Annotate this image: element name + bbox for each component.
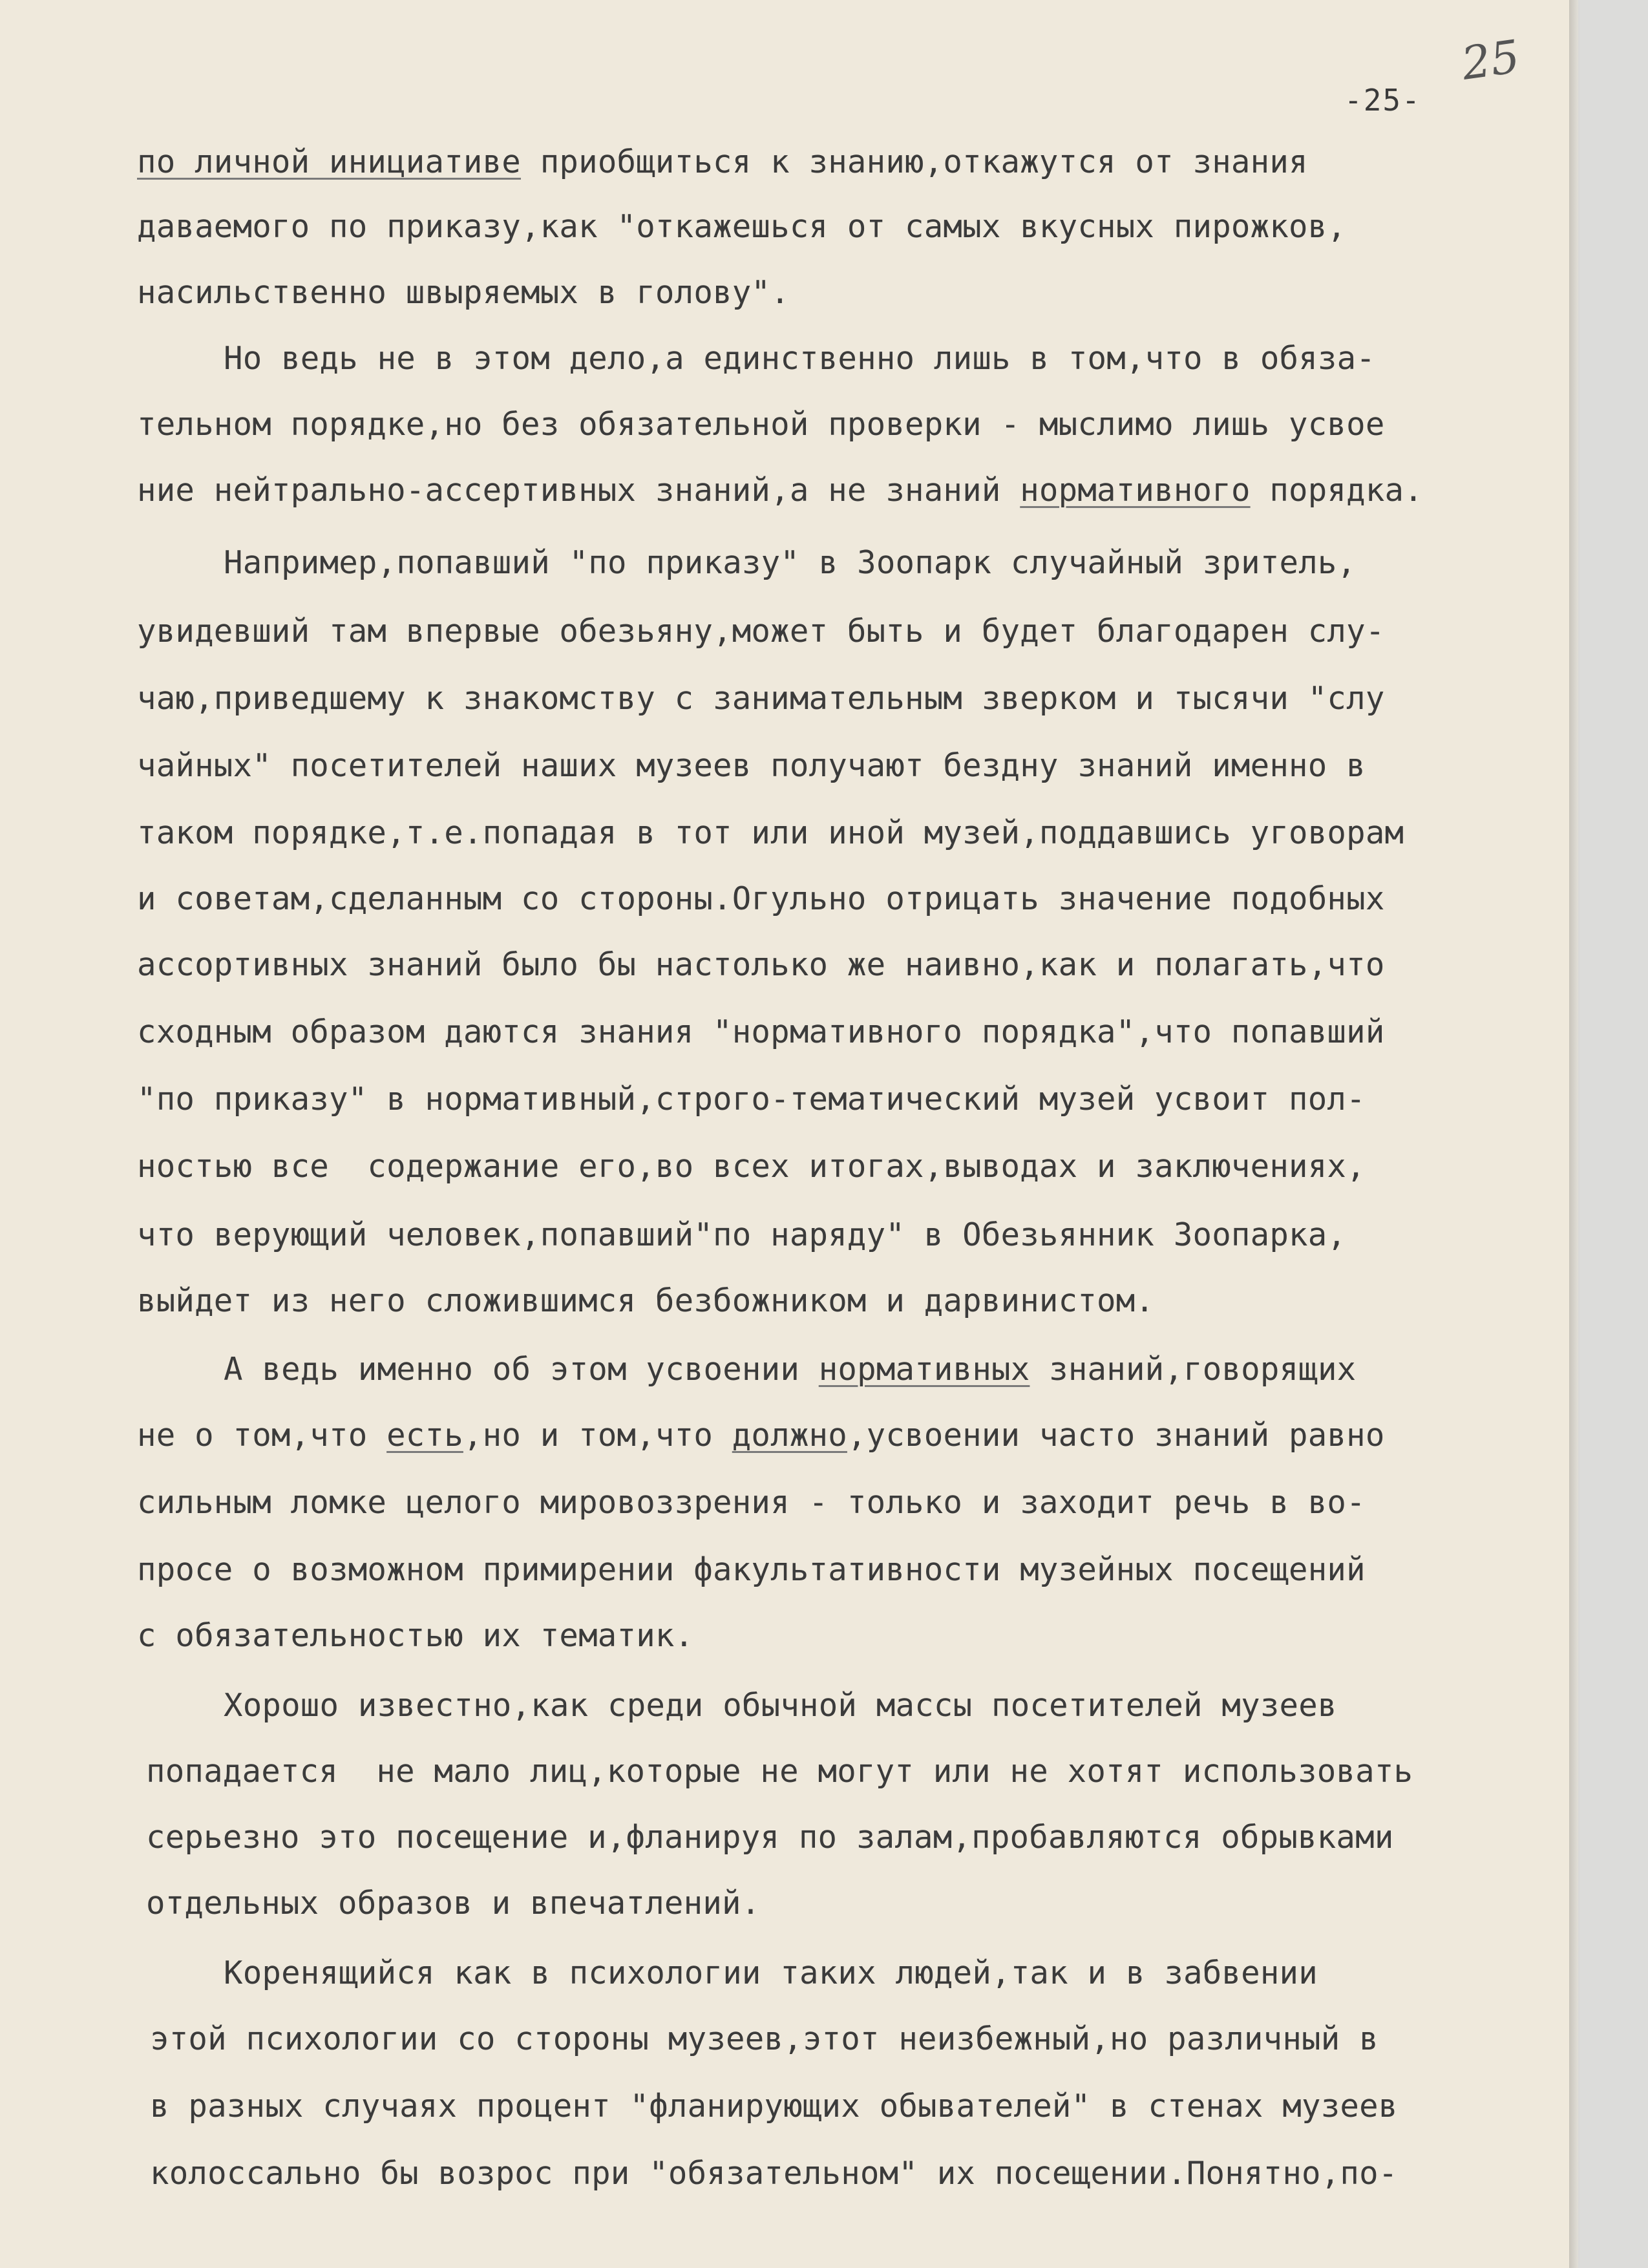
text-segment: сильным ломке целого мировоззрения - только и заходит речь в во- <box>137 1484 1366 1521</box>
text-line <box>137 1216 1346 1253</box>
text-line <box>146 1885 760 1922</box>
text-segment: тельном порядке,но без обязательной проверки - мыслимо лишь усвое <box>137 406 1385 443</box>
text-segment: не о том,что <box>137 1417 387 1454</box>
text-segment: сходным образом даются знания "нормативного порядка",что попавший <box>137 1013 1385 1050</box>
text-segment: А ведь именно об этом усвоении <box>224 1351 819 1388</box>
text-segment: увидевший там впервые обезьяну,может быть и будет благодарен слу- <box>137 613 1385 650</box>
text-segment: чаю,приведшему к знакомству с занимательным зверком и тысячи "слу <box>137 680 1385 717</box>
text-line <box>137 1081 1366 1118</box>
underlined-text: нормативного <box>1020 472 1251 509</box>
text-line <box>137 1484 1366 1521</box>
underlined-text: по личной инициативе <box>137 143 522 180</box>
text-segment: Хорошо известно,как среди обычной массы посетителей музеев <box>224 1687 1337 1724</box>
page-edge <box>1569 0 1578 2268</box>
handwritten-folio-number: 25 <box>1458 30 1523 90</box>
text-line <box>137 1551 1366 1588</box>
text-segment: насильственно швыряемых в голову". <box>137 274 790 311</box>
text-segment: даваемого по приказу,как "откажешься от самых вкусных пирожков, <box>137 208 1347 245</box>
text-line <box>137 946 1385 983</box>
text-line <box>137 1417 1385 1454</box>
text-line <box>137 880 1385 917</box>
text-segment: ассортивных знаний было бы настолько же наивно,как и полагать,что <box>137 946 1385 983</box>
text-line <box>224 340 1375 377</box>
text-line <box>137 406 1385 443</box>
underlined-text: есть <box>386 1417 463 1454</box>
text-segment: и советам,сделанным со стороны.Огульно отрицать значение подобных <box>137 880 1385 917</box>
text-line <box>224 544 1356 581</box>
text-segment: Коренящийся как в психологии таких людей,так и в забвении <box>224 1955 1318 1991</box>
text-segment: серьезно это посещение и,фланируя по залам,пробавляются обрывками <box>146 1819 1394 1856</box>
text-segment: ,но и том,что <box>463 1417 732 1454</box>
text-line <box>146 1819 1394 1856</box>
text-line <box>137 143 1308 180</box>
text-line <box>137 680 1385 717</box>
text-line <box>224 1955 1318 1991</box>
text-segment: ,усвоении часто знаний равно <box>847 1417 1385 1454</box>
text-line <box>137 1148 1366 1185</box>
text-line <box>137 814 1404 851</box>
text-segment: таком порядке,т.е.попадая в тот или иной музей,поддавшись уговорам <box>137 814 1404 851</box>
text-segment: Но ведь не в этом дело,а единственно лишь в том,что в обяза- <box>224 340 1376 377</box>
text-line <box>137 472 1423 509</box>
text-line <box>137 1617 693 1654</box>
underlined-text: нормативных <box>818 1351 1030 1388</box>
text-line <box>137 1013 1385 1050</box>
text-line <box>150 2020 1379 2057</box>
text-segment: знаний,говорящих <box>1030 1351 1357 1388</box>
text-segment: что верующий человек,попавший"по наряду" в Обезьянник Зоопарка, <box>137 1216 1347 1253</box>
text-segment: попадается не мало лиц,которые не могут или не хотят использовать <box>146 1753 1413 1790</box>
text-segment: в разных случаях процент "фланирующих обывателей" в стенах музеев <box>150 2088 1398 2125</box>
text-segment: просе о возможном примирении факультативности музейных посещений <box>137 1551 1366 1588</box>
text-segment: этой психологии со стороны музеев,этот неизбежный,но различный в <box>150 2020 1379 2057</box>
text-line <box>137 613 1385 650</box>
text-line <box>150 2155 1398 2192</box>
text-segment: ние нейтрально-ассертивных знаний,а не знаний <box>137 472 1020 509</box>
text-line <box>224 1351 1356 1388</box>
text-line <box>137 1282 1154 1319</box>
text-line <box>150 2088 1398 2125</box>
underlined-text: должно <box>732 1417 847 1454</box>
text-segment: приобщиться к знанию,откажутся от знания <box>521 143 1308 180</box>
text-segment: чайных" посетителей наших музеев получают бездну знаний именно в <box>137 747 1366 784</box>
text-segment: порядка. <box>1250 472 1423 509</box>
text-segment: Например,попавший "по приказу" в Зоопарк случайный зритель, <box>224 544 1357 581</box>
text-line <box>224 1687 1337 1724</box>
text-segment: "по приказу" в нормативный,строго-тематический музей усвоит пол- <box>137 1081 1366 1118</box>
text-segment: с обязательностью их тематик. <box>137 1617 694 1654</box>
text-line <box>146 1753 1413 1790</box>
text-segment: ностью все содержание его,во всех итогах,выводах и заключениях, <box>137 1148 1366 1185</box>
text-line <box>137 274 790 311</box>
page-number: -25- <box>1344 83 1421 118</box>
text-segment: колоссально бы возрос при "обязательном" их посещении.Понятно,по- <box>150 2155 1398 2192</box>
text-segment: отдельных образов и впечатлений. <box>146 1885 761 1922</box>
text-line <box>137 208 1346 245</box>
text-line <box>137 747 1366 784</box>
text-segment: выйдет из него сложившимся безбожником и дарвинистом. <box>137 1282 1155 1319</box>
